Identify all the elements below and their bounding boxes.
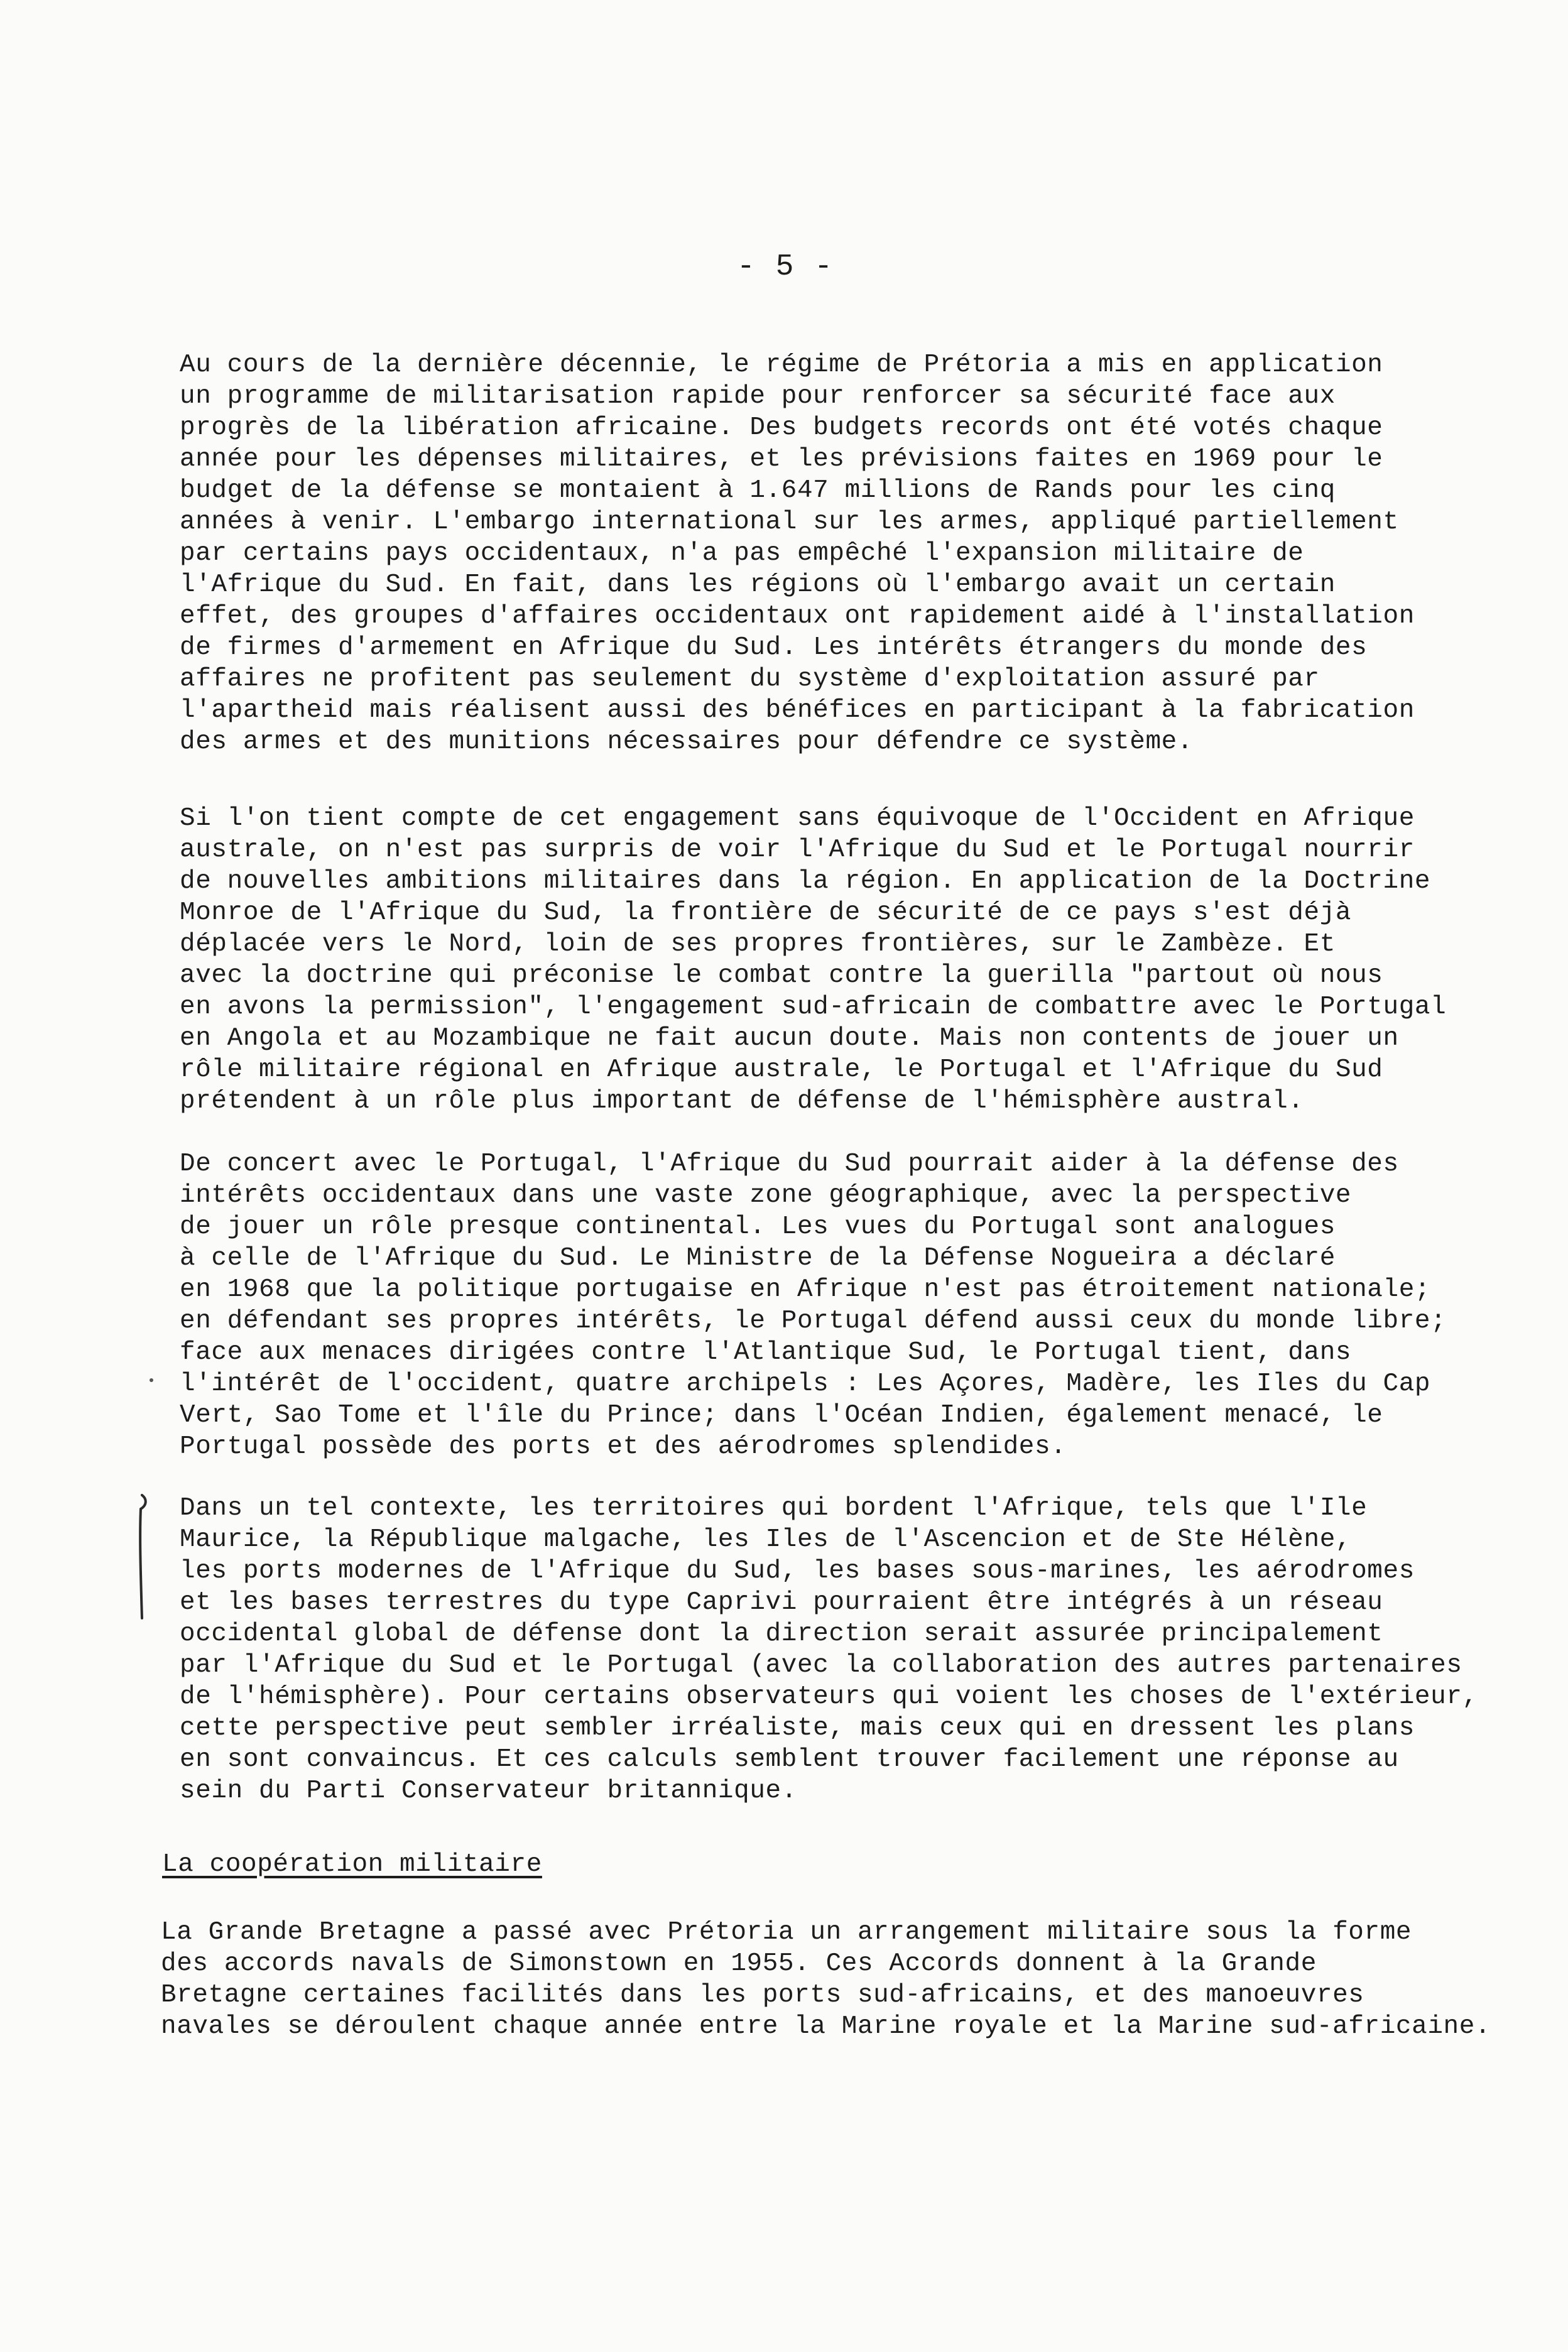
text-line: déplacée vers le Nord, loin de ses propres frontières, sur le Zambèze. Et: [180, 930, 1336, 959]
text-line: l'Afrique du Sud. En fait, dans les régions où l'embargo avait un certain: [180, 570, 1336, 599]
text-line: intérêts occidentaux dans une vaste zone géographique, avec la perspective: [180, 1181, 1352, 1210]
text-line: sein du Parti Conservateur britannique.: [180, 1777, 797, 1805]
text-line: navales se déroulent chaque année entre la Marine royale et la Marine sud-africaine.: [161, 2012, 1491, 2041]
text-line: Vert, Sao Tome et l'île du Prince; dans l'Océan Indien, également menacé, le: [180, 1401, 1383, 1430]
text-line: Maurice, la République malgache, les Iles de l'Ascencion et de Ste Hélène,: [180, 1525, 1352, 1554]
text-line: l'apartheid mais réalisent aussi des bénéfices en participant à la fabrication: [180, 696, 1415, 725]
text-line: en sont convaincus. Et ces calculs semblent trouver facilement une réponse au: [180, 1745, 1399, 1774]
paragraph-portugal: [180, 1148, 1486, 1462]
text-line: Monroe de l'Afrique du Sud, la frontière de sécurité de ce pays s'est déjà: [180, 898, 1352, 927]
text-line: australe, on n'est pas surpris de voir l'Afrique du Sud et le Portugal nourrir: [180, 836, 1415, 864]
text-line: progrès de la libération africaine. Des budgets records ont été votés chaque: [180, 413, 1383, 442]
text-line: l'intérêt de l'occident, quatre archipels : Les Açores, Madère, les Iles du Cap: [180, 1369, 1431, 1398]
text-line: Bretagne certaines facilités dans les ports sud-africains, et des manoeuvres: [161, 1981, 1364, 2010]
text-line: un programme de militarisation rapide pour renforcer sa sécurité face aux: [180, 382, 1336, 411]
text-line: De concert avec le Portugal, l'Afrique du Sud pourrait aider à la défense des: [180, 1150, 1399, 1179]
text-line: face aux menaces dirigées contre l'Atlantique Sud, le Portugal tient, dans: [180, 1338, 1352, 1367]
paragraph-ambitions-militaires: [180, 803, 1486, 1117]
text-line: les ports modernes de l'Afrique du Sud, les bases sous-marines, les aérodromes: [180, 1557, 1415, 1586]
text-line: rôle militaire régional en Afrique australe, le Portugal et l'Afrique du Sud: [180, 1055, 1383, 1084]
text-line: de nouvelles ambitions militaires dans la région. En application de la Doctrine: [180, 867, 1431, 896]
text-line: affaires ne profitent pas seulement du système d'exploitation assuré par: [180, 665, 1320, 694]
text-line: des armes et des munitions nécessaires pour défendre ce système.: [180, 727, 1194, 756]
paragraph-cooperation-militaire: [161, 1917, 1491, 2042]
margin-annotation: [133, 1494, 152, 1620]
section-heading: La coopération militaire: [162, 1850, 542, 1879]
text-line: budget de la défense se montaient à 1.647 millions de Rands pour les cinq: [180, 476, 1336, 505]
text-line: de firmes d'armement en Afrique du Sud. Les intérêts étrangers du monde des: [180, 633, 1368, 662]
text-line: de jouer un rôle presque continental. Les vues du Portugal sont analogues: [180, 1212, 1336, 1241]
text-line: prétendent à un rôle plus important de défense de l'hémisphère austral.: [180, 1087, 1304, 1116]
text-line: années à venir. L'embargo international sur les armes, appliqué partiellement: [180, 508, 1399, 536]
text-line: en Angola et au Mozambique ne fait aucun doute. Mais non contents de jouer un: [180, 1024, 1399, 1053]
text-line: Au cours de la dernière décennie, le régime de Prétoria a mis en application: [180, 351, 1383, 379]
text-line: avec la doctrine qui préconise le combat contre la guerilla "partout où nous: [180, 961, 1383, 990]
text-line: La Grande Bretagne a passé avec Prétoria un arrangement militaire sous la forme: [161, 1918, 1412, 1947]
paragraph-reseau-defense: [180, 1493, 1486, 1807]
text-line: Dans un tel contexte, les territoires qui bordent l'Afrique, tels que l'Ile: [180, 1494, 1368, 1523]
text-line: par l'Afrique du Sud et le Portugal (avec la collaboration des autres partenaires: [180, 1651, 1462, 1680]
text-line: Si l'on tient compte de cet engagement sans équivoque de l'Occident en Afrique: [180, 804, 1415, 833]
text-line: en défendant ses propres intérêts, le Portugal défend aussi ceux du monde libre;: [180, 1307, 1447, 1336]
text-line: par certains pays occidentaux, n'a pas empêché l'expansion militaire de: [180, 539, 1304, 568]
paragraph-militarisation: [180, 349, 1486, 758]
margin-dot: [150, 1378, 153, 1382]
text-line: effet, des groupes d'affaires occidentaux ont rapidement aidé à l'installation: [180, 602, 1415, 631]
text-line: Portugal possède des ports et des aérodromes splendides.: [180, 1432, 1067, 1461]
text-line: et les bases terrestres du type Caprivi pourraient être intégrés à un réseau: [180, 1588, 1383, 1617]
text-line: occidental global de défense dont la direction serait assurée principalement: [180, 1620, 1383, 1648]
text-line: de l'hémisphère). Pour certains observateurs qui voient les choses de l'extérieur,: [180, 1682, 1478, 1711]
text-line: année pour les dépenses militaires, et les prévisions faites en 1969 pour le: [180, 445, 1383, 474]
text-line: en 1968 que la politique portugaise en Afrique n'est pas étroitement nationale;: [180, 1275, 1431, 1304]
text-line: en avons la permission", l'engagement sud-africain de combattre avec le Portugal: [180, 993, 1447, 1021]
page-number: - 5 -: [736, 250, 834, 284]
text-line: cette perspective peut sembler irréaliste, mais ceux qui en dressent les plans: [180, 1714, 1415, 1743]
text-line: à celle de l'Afrique du Sud. Le Ministre de la Défense Nogueira a déclaré: [180, 1244, 1336, 1273]
text-line: des accords navals de Simonstown en 1955. Ces Accords donnent à la Grande: [161, 1949, 1317, 1978]
